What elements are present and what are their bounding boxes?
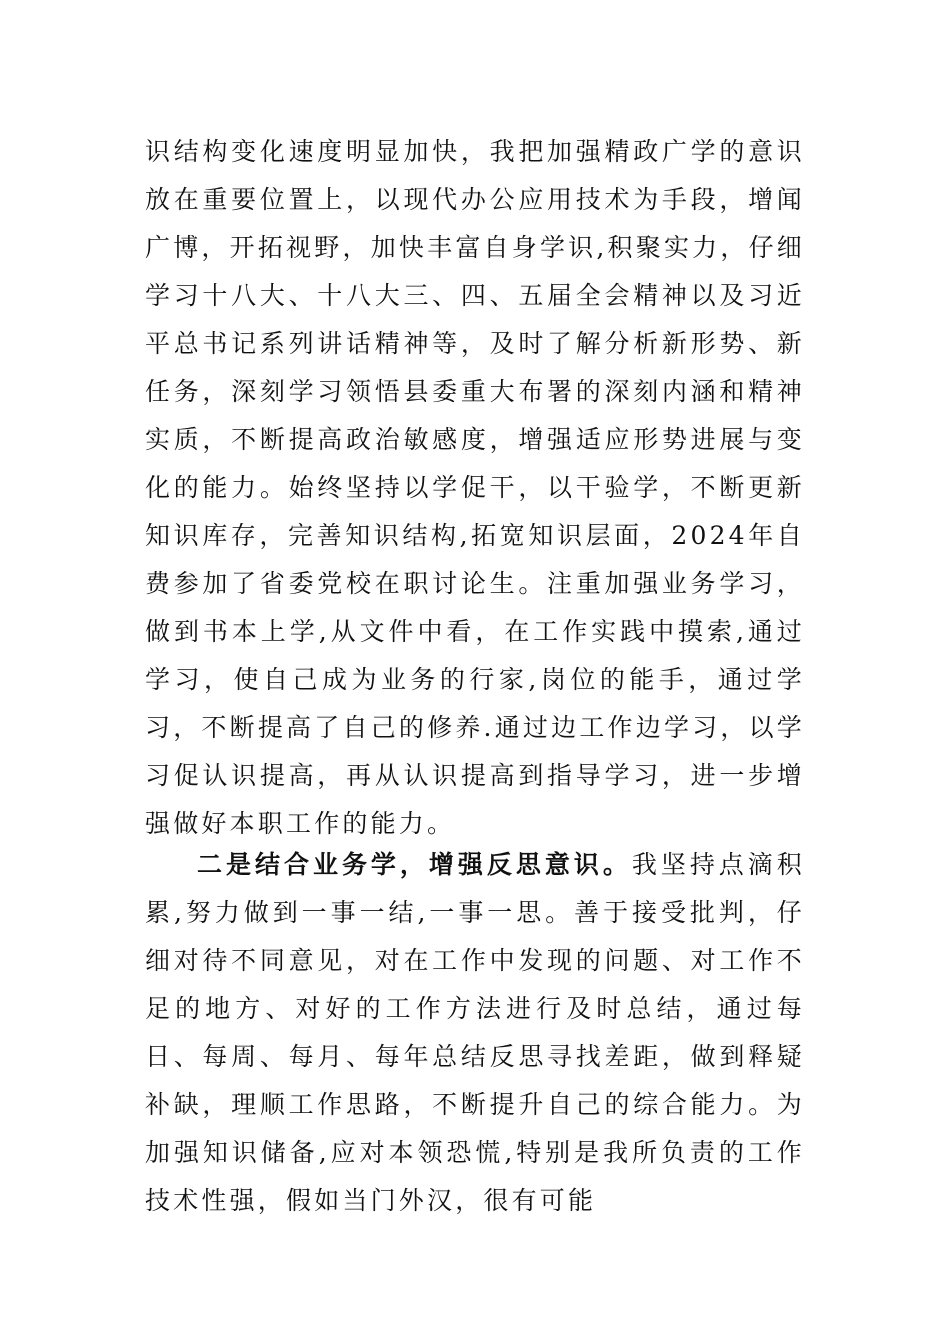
paragraph-2-lead-heading: 二是结合业务学，增强反思意识。 — [197, 850, 632, 879]
paragraph-2-body: 我坚持点滴积累,努力做到一事一结,一事一思。善于接受批判，仔细对待不同意见，对在工作中发现的问题、对工作不足的地方、对好的工作方法进行及时总结，通过每日、每周、每月、每年总结反思寻找差距，做到释疑补缺，理顺工作思路，不断提升自己的综合能力。为加强知识储备,应对本领恐慌,特别是我所负责的工作技术性强，假如当门外汉，很有可能 — [145, 850, 805, 1215]
body-paragraph-1: 识结构变化速度明显加快，我把加强精政广学的意识放在重要位置上，以现代办公应用技术为手段，增闻广博，开拓视野，加快丰富自身学识,积聚实力，仔细学习十八大、十八大三、四、五届全会精神以及习近平总书记系列讲话精神等，及时了解分析新形势、新任务，深刻学习领悟县委重大布署的深刻内涵和精神实质，不断提高政治敏感度，增强适应形势进展与变化的能力。始终坚持以学促干，以干验学，不断更新知识库存，完善知识结构,拓宽知识层面，2024年自费参加了省委党校在职讨论生。注重加强业务学习，做到书本上学,从文件中看，在工作实践中摸索,通过学习，使自己成为业务的行家,岗位的能手，通过学习，不断提高了自己的修养.通过边工作边学习，以学习促认识提高，再从认识提高到指导学习，进一步增强做好本职工作的能力。 — [145, 137, 805, 838]
body-paragraph-2 — [145, 841, 805, 1225]
